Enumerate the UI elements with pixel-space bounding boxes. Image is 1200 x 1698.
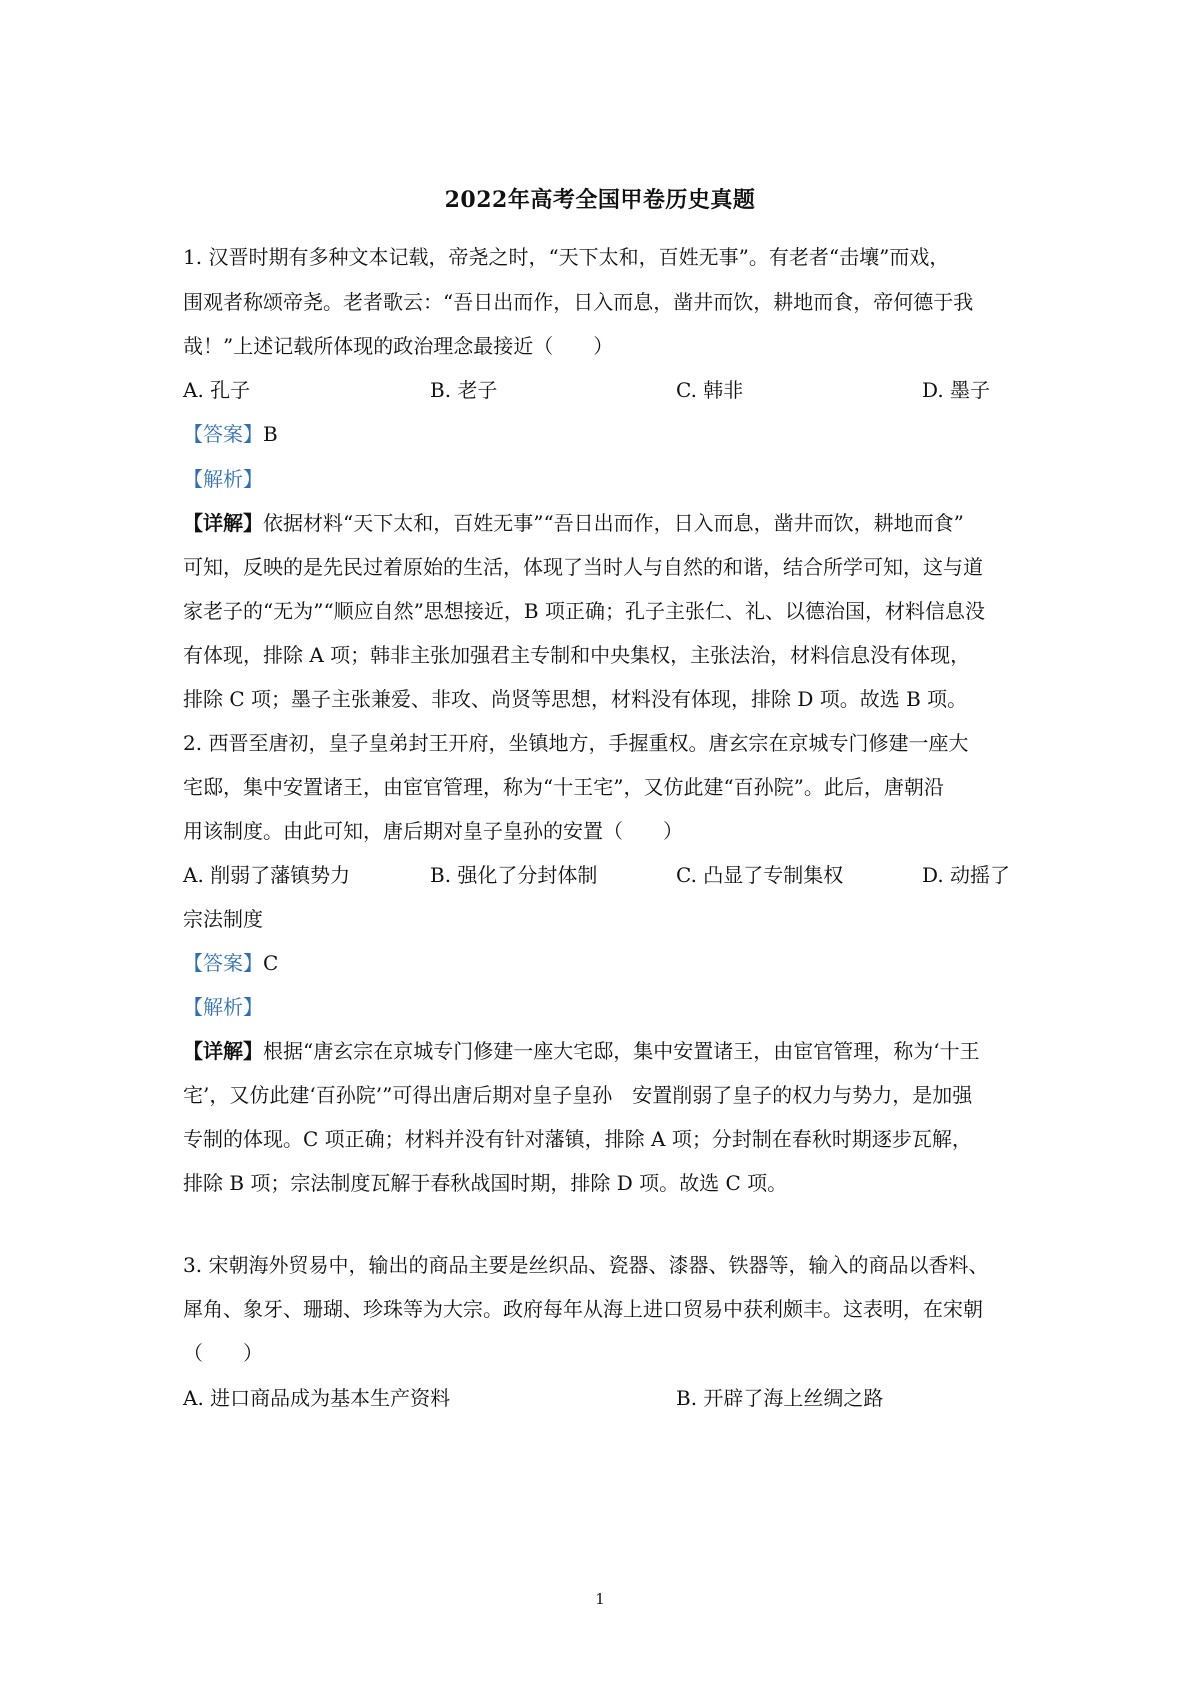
page-number: 1 (595, 1590, 605, 1608)
q2-option-a: A. 削弱了藩镇势力 (183, 863, 351, 887)
q3-option-a: A. 进口商品成为基本生产资料 (183, 1386, 451, 1410)
q2-analysis-tag: 【解析】 (183, 995, 263, 1019)
q3-stem-line-3: （ ） (183, 1341, 263, 1365)
q2-detail-line-2: 宅’，又仿此建‘百孙院’”可得出唐后期对皇子皇孙 安置削弱了皇子的权力与势力，是加强 (183, 1083, 973, 1107)
q1-option-c: C. 韩非 (676, 378, 744, 402)
q1-option-d: D. 墨子 (922, 378, 991, 402)
q2-detail-text-1: 根据“唐玄宗在京城专门修建一座大宅邸，集中安置诸王，由宦官管理，称为‘十王 (263, 1039, 980, 1063)
q2-answer-value: C (263, 951, 279, 975)
q2-stem-line-2: 宅邸，集中安置诸王，由宦官管理，称为“十王宅”，又仿此建“百孙院”。此后，唐朝沿 (183, 775, 944, 799)
q2-detail-line-4: 排除 B 项；宗法制度瓦解于春秋战国时期，排除 D 项。故选 C 项。 (183, 1171, 788, 1195)
page-title: 2022年高考全国甲卷历史真题 (444, 187, 756, 213)
q3-option-b: B. 开辟了海上丝绸之路 (676, 1386, 884, 1410)
q3-stem-line-1: 3. 宋朝海外贸易中，输出的商品主要是丝织品、瓷器、漆器、铁器等，输入的商品以香料、 (183, 1253, 989, 1277)
q1-stem-line-3: 哉！”上述记载所体现的政治理念最接近（ ） (183, 334, 614, 358)
q2-answer (183, 953, 1023, 973)
q1-stem-line-2: 围观者称颂帝尧。老者歌云：“吾日出而作，日入而息，凿井而饮，耕地而食，帝何德于我 (183, 290, 974, 314)
q2-detail-tag: 【详解】 (183, 1039, 263, 1063)
q1-detail-tag: 【详解】 (183, 511, 263, 535)
q1-answer-value: B (263, 422, 278, 446)
q2-detail-line-3: 专制的体现。C 项正确；材料并没有针对藩镇，排除 A 项；分封制在春秋时期逐步瓦解， (183, 1127, 972, 1151)
q1-option-b: B. 老子 (430, 378, 498, 402)
q1-detail-line-1 (183, 513, 1023, 533)
q1-detail-line-3: 家老子的“无为”“顺应自然”思想接近，B 项正确；孔子主张仁、礼、以德治国，材料信息没 (183, 599, 985, 623)
q2-option-c: C. 凸显了专制集权 (676, 863, 844, 887)
q2-detail-line-1 (183, 1041, 1023, 1061)
q2-option-b: B. 强化了分封体制 (430, 863, 598, 887)
q1-option-a: A. 孔子 (183, 378, 251, 402)
q2-stem-line-1: 2. 西晋至唐初，皇子皇弟封王开府，坐镇地方，手握重权。唐玄宗在京城专门修建一座大 (183, 731, 969, 755)
q2-option-d: D. 动摇了 (922, 863, 1011, 887)
q2-option-d-wrap: 宗法制度 (183, 907, 263, 931)
q1-detail-line-4: 有体现，排除 A 项；韩非主张加强君主专制和中央集权，主张法治，材料信息没有体现， (183, 643, 971, 667)
q1-answer (183, 424, 1023, 444)
q1-stem-line-1: 1. 汉晋时期有多种文本记载，帝尧之时，“天下太和，百姓无事”。有老者“击壤”而戏， (183, 245, 950, 269)
q1-detail-line-5: 排除 C 项；墨子主张兼爱、非攻、尚贤等思想，材料没有体现，排除 D 项。故选 B 项。 (183, 687, 968, 711)
q1-analysis-tag: 【解析】 (183, 467, 263, 491)
q2-answer-tag: 【答案】 (183, 951, 263, 975)
q1-detail-line-2: 可知，反映的是先民过着原始的生活，体现了当时人与自然的和谐，结合所学可知，这与道 (183, 555, 983, 579)
q3-stem-line-2: 犀角、象牙、珊瑚、珍珠等为大宗。政府每年从海上进口贸易中获利颇丰。这表明，在宋朝 (183, 1297, 983, 1321)
q1-answer-tag: 【答案】 (183, 422, 263, 446)
q2-stem-line-3: 用该制度。由此可知，唐后期对皇子皇孙的安置（ ） (183, 819, 683, 843)
q1-detail-text-1: 依据材料“天下太和，百姓无事”“吾日出而作，日入而息，凿井而饮，耕地而食” (263, 511, 964, 535)
